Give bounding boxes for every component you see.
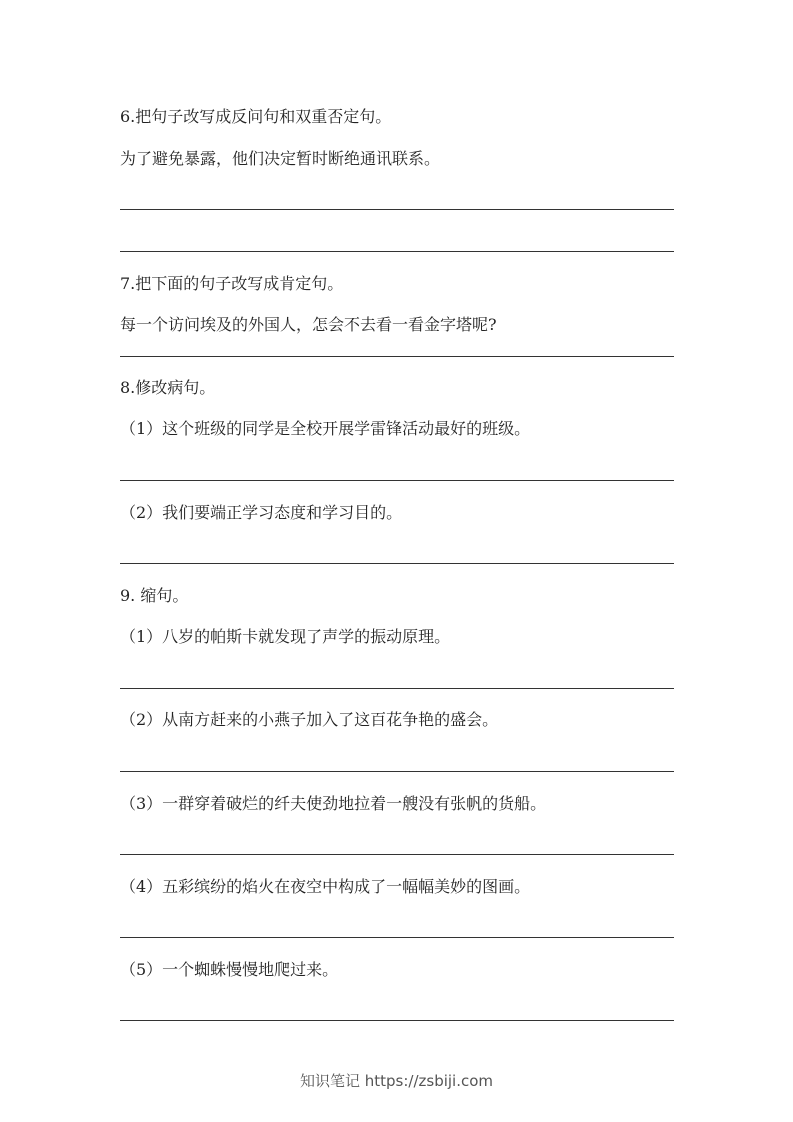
q7-title: 7.把下面的句子改写成肯定句。 [120,274,344,293]
answer-line-q9-5 [120,1020,674,1021]
q8-item-2: （2）我们要端正学习态度和学习目的。 [120,503,403,522]
q9-item-4: （4）五彩缤纷的焰火在夜空中构成了一幅幅美妙的图画。 [120,877,531,896]
q9-item-2: （2）从南方赶来的小燕子加入了这百花争艳的盛会。 [120,710,499,729]
q9-title: 9. 缩句。 [120,586,189,605]
answer-line-q7 [120,356,674,357]
q6-title: 6.把句子改写成反问句和双重否定句。 [120,107,392,126]
q8-title: 8.修改病句。 [120,378,216,397]
answer-line-q9-4 [120,937,674,938]
footer-watermark: 知识笔记 https://zsbiji.com [299,1072,494,1090]
q6-sentence: 为了避免暴露，他们决定暂时断绝通讯联系。 [120,149,441,168]
q9-item-5: （5）一个蜘蛛慢慢地爬过来。 [120,960,339,979]
q8-item-1: （1）这个班级的同学是全校开展学雷锋活动最好的班级。 [120,419,531,438]
answer-line-q6-1 [120,209,674,210]
q7-sentence: 每一个访问埃及的外国人，怎会不去看一看金字塔呢? [120,315,497,334]
answer-line-q9-2 [120,771,674,772]
answer-line-q9-3 [120,854,674,855]
answer-line-q8-1 [120,480,674,481]
q9-item-1: （1）八岁的帕斯卡就发现了声学的振动原理。 [120,627,451,646]
answer-line-q8-2 [120,563,674,564]
answer-line-q6-2 [120,251,674,252]
answer-line-q9-1 [120,688,674,689]
q9-item-3: （3）一群穿着破烂的纤夫使劲地拉着一艘没有张帆的货船。 [120,794,547,813]
